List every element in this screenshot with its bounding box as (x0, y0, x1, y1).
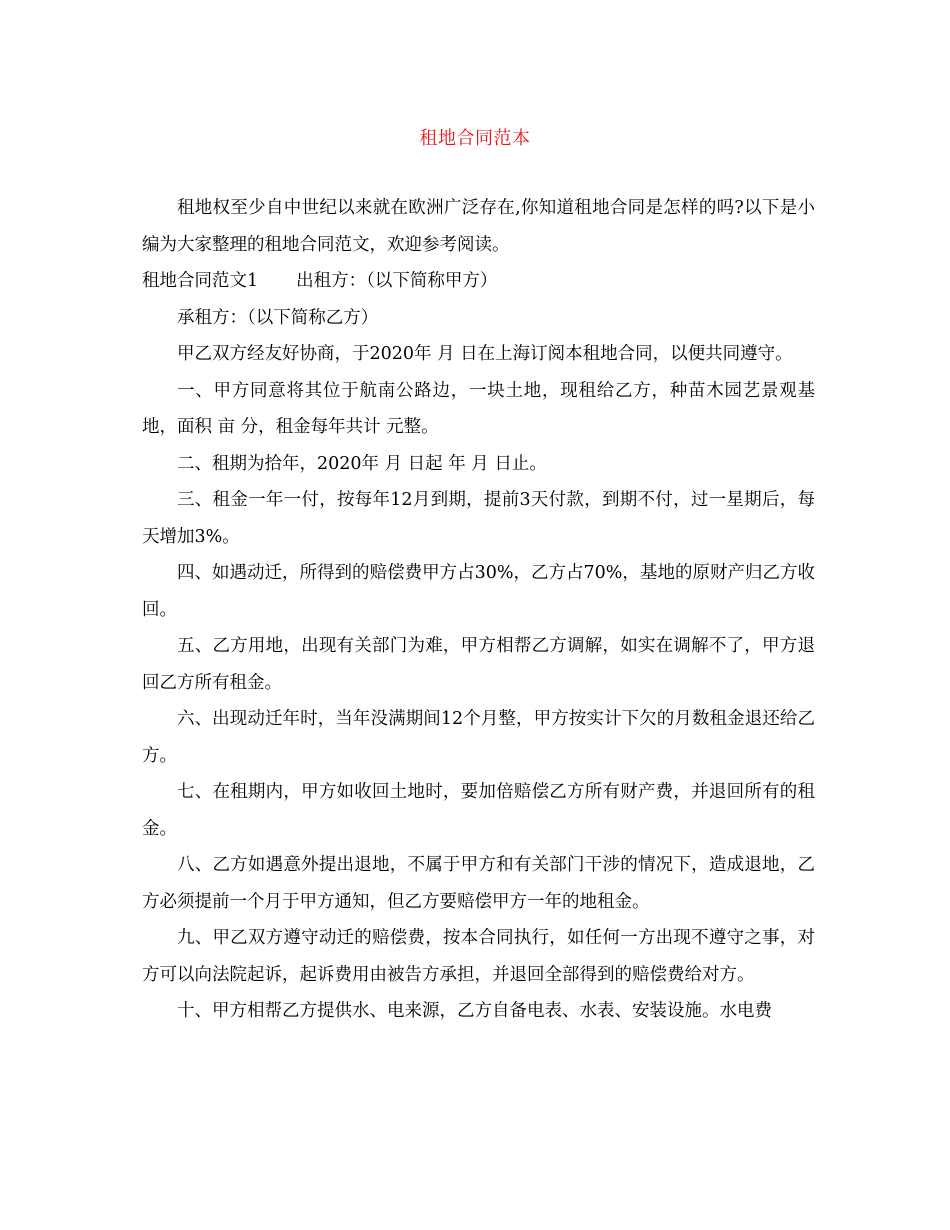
intro-paragraph: 租地权至少自中世纪以来就在欧洲广泛存在,你知道租地合同是怎样的吗?以下是小编为大家整理的租地合同范文，欢迎参考阅读。 (142, 198, 815, 255)
document-title: 租地合同范本 (419, 128, 531, 149)
clause-1: 一、甲方同意将其位于航南公路边，一块土地，现租给乙方，种苗木园艺景观基地，面积 亩 分，租金每年共计 元整。 (142, 380, 815, 437)
lessor-line: 出租方：（以下简称甲方） (296, 271, 498, 291)
lessee-line: 承租方：（以下简称乙方） (177, 307, 379, 328)
clause-7: 七、在租期内，甲方如收回土地时，要加倍赔偿乙方所有财产费，并退回所有的租金。 (142, 782, 815, 839)
document-body (142, 190, 815, 1030)
preamble-paragraph: 甲乙双方经友好协商，于2020年 月 日在上海订阅本租地合同，以便共同遵守。 (177, 344, 793, 364)
clause-3: 三、租金一年一付，按每年12月到期，提前3天付款，到期不付，过一星期后，每天增加3%。 (142, 490, 815, 547)
sample-heading: 租地合同范文1 (142, 271, 259, 291)
sample-heading-line (142, 263, 815, 300)
clause-10: 十、甲方相帮乙方提供水、电来源，乙方自备电表、水表、安装设施。水电费 (177, 1001, 772, 1021)
clause-5: 五、乙方用地，出现有关部门为难，甲方相帮乙方调解，如实在调解不了，甲方退回乙方所有租金。 (142, 636, 815, 693)
clause-2: 二、租期为拾年，2020年 月 日起 年 月 日止。 (177, 453, 547, 474)
clause-4: 四、如遇动迁，所得到的赔偿费甲方占30%，乙方占70%，基地的原财产归乙方收回。 (142, 563, 815, 620)
clause-8: 八、乙方如遇意外提出退地，不属于甲方和有关部门干涉的情况下，造成退地，乙方必须提前一个月于甲方通知，但乙方要赔偿甲方一年的地租金。 (142, 855, 815, 912)
clause-9: 九、甲乙双方遵守动迁的赔偿费，按本合同执行，如任何一方出现不遵守之事，对方可以向法院起诉，起诉费用由被告方承担，并退回全部得到的赔偿费给对方。 (142, 928, 815, 985)
clause-6: 六、出现动迁年时，当年没满期间12个月整，甲方按实计下欠的月数租金退还给乙方。 (142, 709, 815, 766)
